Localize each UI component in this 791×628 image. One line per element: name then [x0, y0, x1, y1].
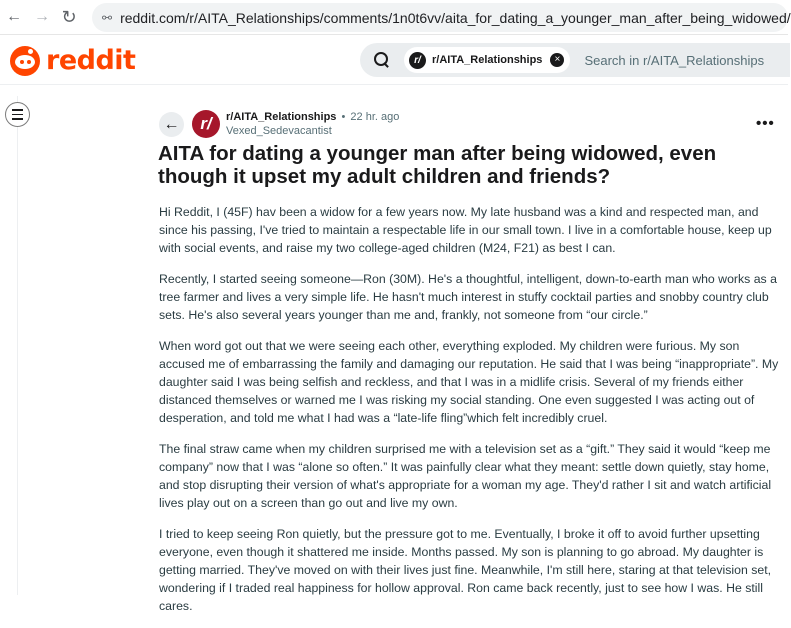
site-info-icon[interactable]: ⚯: [102, 10, 113, 25]
search-input[interactable]: Search in r/AITA_Relationships: [584, 52, 765, 68]
search-icon: [374, 52, 390, 68]
post-header: [159, 110, 788, 142]
address-bar[interactable]: [92, 3, 791, 32]
post-paragraph: Recently, I started seeing someone—Ron (30M). He's a thoughtful, intelligent, down-to-earth man who works as a tree farmer and lives a very simple life. He hasn't much interest in stuffy cocktail parties and snobby country club sets. He's also several years younger than me and, frankly, not someone from “our circle.”: [159, 272, 777, 322]
reload-icon[interactable]: ↻: [61, 6, 77, 27]
back-arrow-icon[interactable]: ←: [6, 8, 22, 25]
subreddit-chip-avatar: r/: [409, 52, 426, 69]
post-paragraph: When word got out that we were seeing each other, everything exploded. My children were furious. My son accused me of embarrassing the family and damaging our reputation. He said that I was being “inappropriate”. My daughter said I was being selfish and reckless, and that I was in a midlife crisis. Several of my friends either distanced themselves or warned me I was risking my social standing. One even suggested I was acting out of desperation, and told me what I had was a “late-life fling”which felt incredibly cruel.: [159, 339, 779, 425]
url-text[interactable]: reddit.com/r/AITA_Relationships/comments/1n0t6vv/aita_for_dating_a_younger_man_after_being_widowed/: [120, 9, 791, 26]
post-meta: [226, 111, 399, 123]
reddit-logo[interactable]: [10, 45, 135, 76]
forward-arrow-icon[interactable]: →: [34, 8, 50, 25]
subreddit-avatar[interactable]: r/: [192, 110, 220, 138]
left-sidebar-divider: [17, 96, 18, 595]
reddit-snoo-icon: [10, 46, 40, 76]
post-body: [159, 203, 784, 628]
close-icon[interactable]: ×: [550, 53, 564, 67]
post-time: 22 hr. ago: [350, 111, 400, 123]
more-options-icon[interactable]: •••: [756, 115, 775, 132]
site-header: [0, 35, 788, 85]
hamburger-menu-icon[interactable]: [5, 102, 30, 127]
subreddit-chip-label: r/AITA_Relationships: [432, 54, 543, 66]
subreddit-link[interactable]: r/AITA_Relationships: [226, 111, 337, 123]
browser-toolbar: [0, 0, 791, 35]
post-paragraph: Hi Reddit, I (45F) hav been a widow for a few years now. My late husband was a kind and respected man, and since his passing, I've tried to maintain a respectable life in our small town. I live in a comfortable house, keep up with social events, and raise my two college-aged children (M24, F21) as best I can.: [159, 205, 772, 255]
search-bar[interactable]: [360, 43, 790, 77]
post-paragraph: I tried to keep seeing Ron quietly, but the pressure got to me. Eventually, I broke it off to avoid further upsetting everyone, even though it shattered me inside. Months passed. My son is planning to go abroad. My daughter is getting married. They've moved on with their lives just fine. Meanwhile, I'm still here, staring at that television set, wondering if I traded real happiness for hollow approval. Ron came back recently, just to see how I was. He still cares.: [159, 527, 772, 613]
post-title: AITA for dating a younger man after being widowed, even though it upset my adult children and friends?: [158, 142, 717, 188]
meta-separator: •: [341, 111, 346, 123]
back-button[interactable]: ←: [159, 112, 184, 137]
subreddit-search-chip[interactable]: [404, 47, 570, 73]
post-paragraph: The final straw came when my children surprised me with a television set as a “gift.” They said it would “keep me company” now that I was “alone so often.” It was painfully clear what they meant: settle down quietly, stay home, and stop disrupting their version of what's appropriate for a woman my age. They'd rather I sit and watch artificial lives play out on a screen than go out and live my own.: [159, 442, 772, 510]
logo-text: reddit: [46, 45, 136, 76]
author-link[interactable]: Vexed_Sedevacantist: [226, 125, 332, 137]
